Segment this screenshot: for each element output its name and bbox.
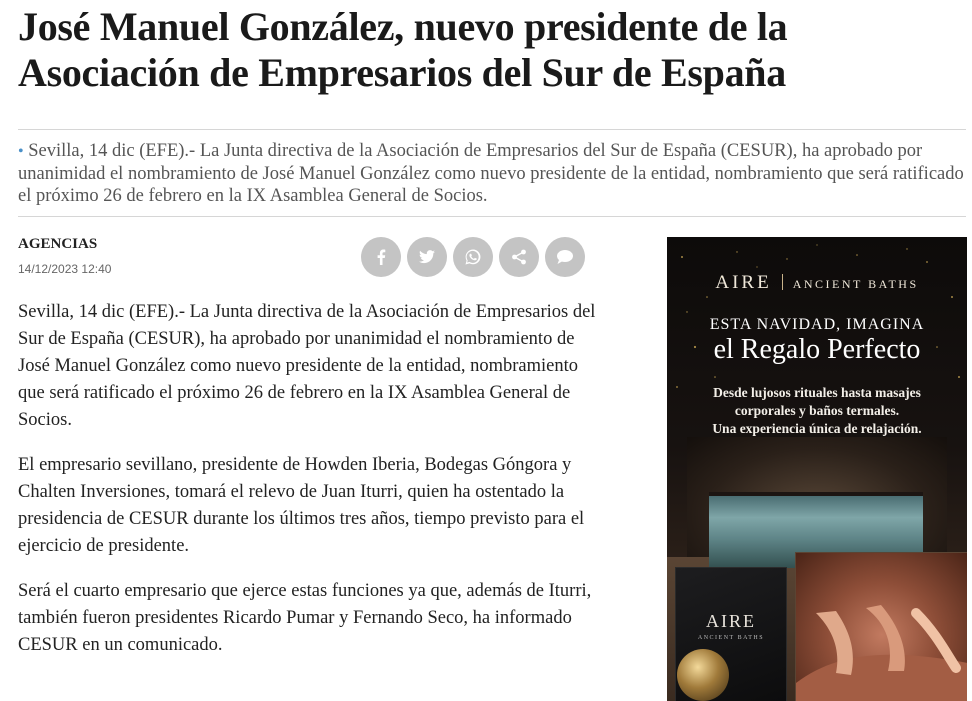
comments-button[interactable] [545, 237, 585, 277]
article-body [18, 299, 598, 677]
summary-text: Sevilla, 14 dic (EFE).- La Junta directiva de la Asociación de Empresarios del Sur de España (CESUR), ha aprobado por unanimidad el nombramiento de José Manuel González como nuevo presidente de la entidad, nombramiento que será ratificado el próximo 26 de febrero en la IX Asamblea General de Socios. [18, 141, 964, 206]
advertisement-banner[interactable] [667, 237, 967, 701]
divider [18, 216, 966, 217]
comment-icon [556, 249, 574, 265]
article-headline: José Manuel González, nuevo presidente de la Asociación de Empresarios del Sur de España [18, 4, 788, 95]
whatsapp-share-button[interactable] [453, 237, 493, 277]
ad-description-line: Desde lujosos rituales hasta masajes [713, 385, 921, 400]
publish-date: 14/12/2023 12:40 [18, 262, 112, 276]
ad-brand-name: AIRE [715, 272, 772, 293]
massage-hands-illustration [796, 553, 967, 701]
twitter-share-button[interactable] [407, 237, 447, 277]
share-button[interactable] [499, 237, 539, 277]
article-paragraph: El empresario sevillano, presidente de Howden Iberia, Bodegas Góngora y Chalten Inversiones, tomará el relevo de Juan Iturri, quien ha ostentado la presidencia de CESUR durante los últimos tres años, tiempo previsto para el ejercicio de presidente. [18, 455, 585, 556]
whatsapp-icon [465, 249, 481, 265]
article-summary [18, 140, 968, 207]
ad-box-brand: AIRE [706, 611, 756, 631]
ad-headline-main: el Regalo Perfecto [713, 334, 921, 365]
ad-headline-top: ESTA NAVIDAD, IMAGINA [709, 316, 925, 333]
facebook-icon [374, 249, 388, 265]
divider [18, 129, 966, 130]
ad-brand-tagline: ANCIENT BATHS [792, 277, 919, 291]
ad-massage-photo [795, 552, 967, 701]
ad-box-tagline: ANCIENT BATHS [697, 635, 765, 641]
author-name[interactable]: AGENCIAS [18, 236, 98, 252]
article-paragraph: Será el cuarto empresario que ejerce estas funciones ya que, además de Iturri, también fueron presidentes Ricardo Pumar y Fernando Seco, ha informado CESUR en un comunicado. [18, 581, 592, 655]
twitter-icon [419, 250, 435, 264]
ad-description-line: corporales y baños termales. [734, 403, 900, 418]
article-paragraph: Sevilla, 14 dic (EFE).- La Junta directiva de la Asociación de Empresarios del Sur de España (CESUR), ha aprobado por unanimidad el nombramiento de José Manuel González como nuevo presidente de la entidad, nombramiento que será ratificado el próximo 26 de febrero en la IX Asamblea General de Socios. [18, 302, 596, 430]
share-icon [511, 249, 527, 265]
ad-ornament [677, 649, 729, 701]
summary-bullet: • [18, 143, 24, 160]
share-bar [361, 237, 585, 277]
ad-description [687, 384, 947, 438]
ad-description-line: Una experiencia única de relajación. [712, 421, 922, 436]
ad-brand [667, 272, 967, 294]
facebook-share-button[interactable] [361, 237, 401, 277]
ad-brand-divider [782, 274, 783, 290]
